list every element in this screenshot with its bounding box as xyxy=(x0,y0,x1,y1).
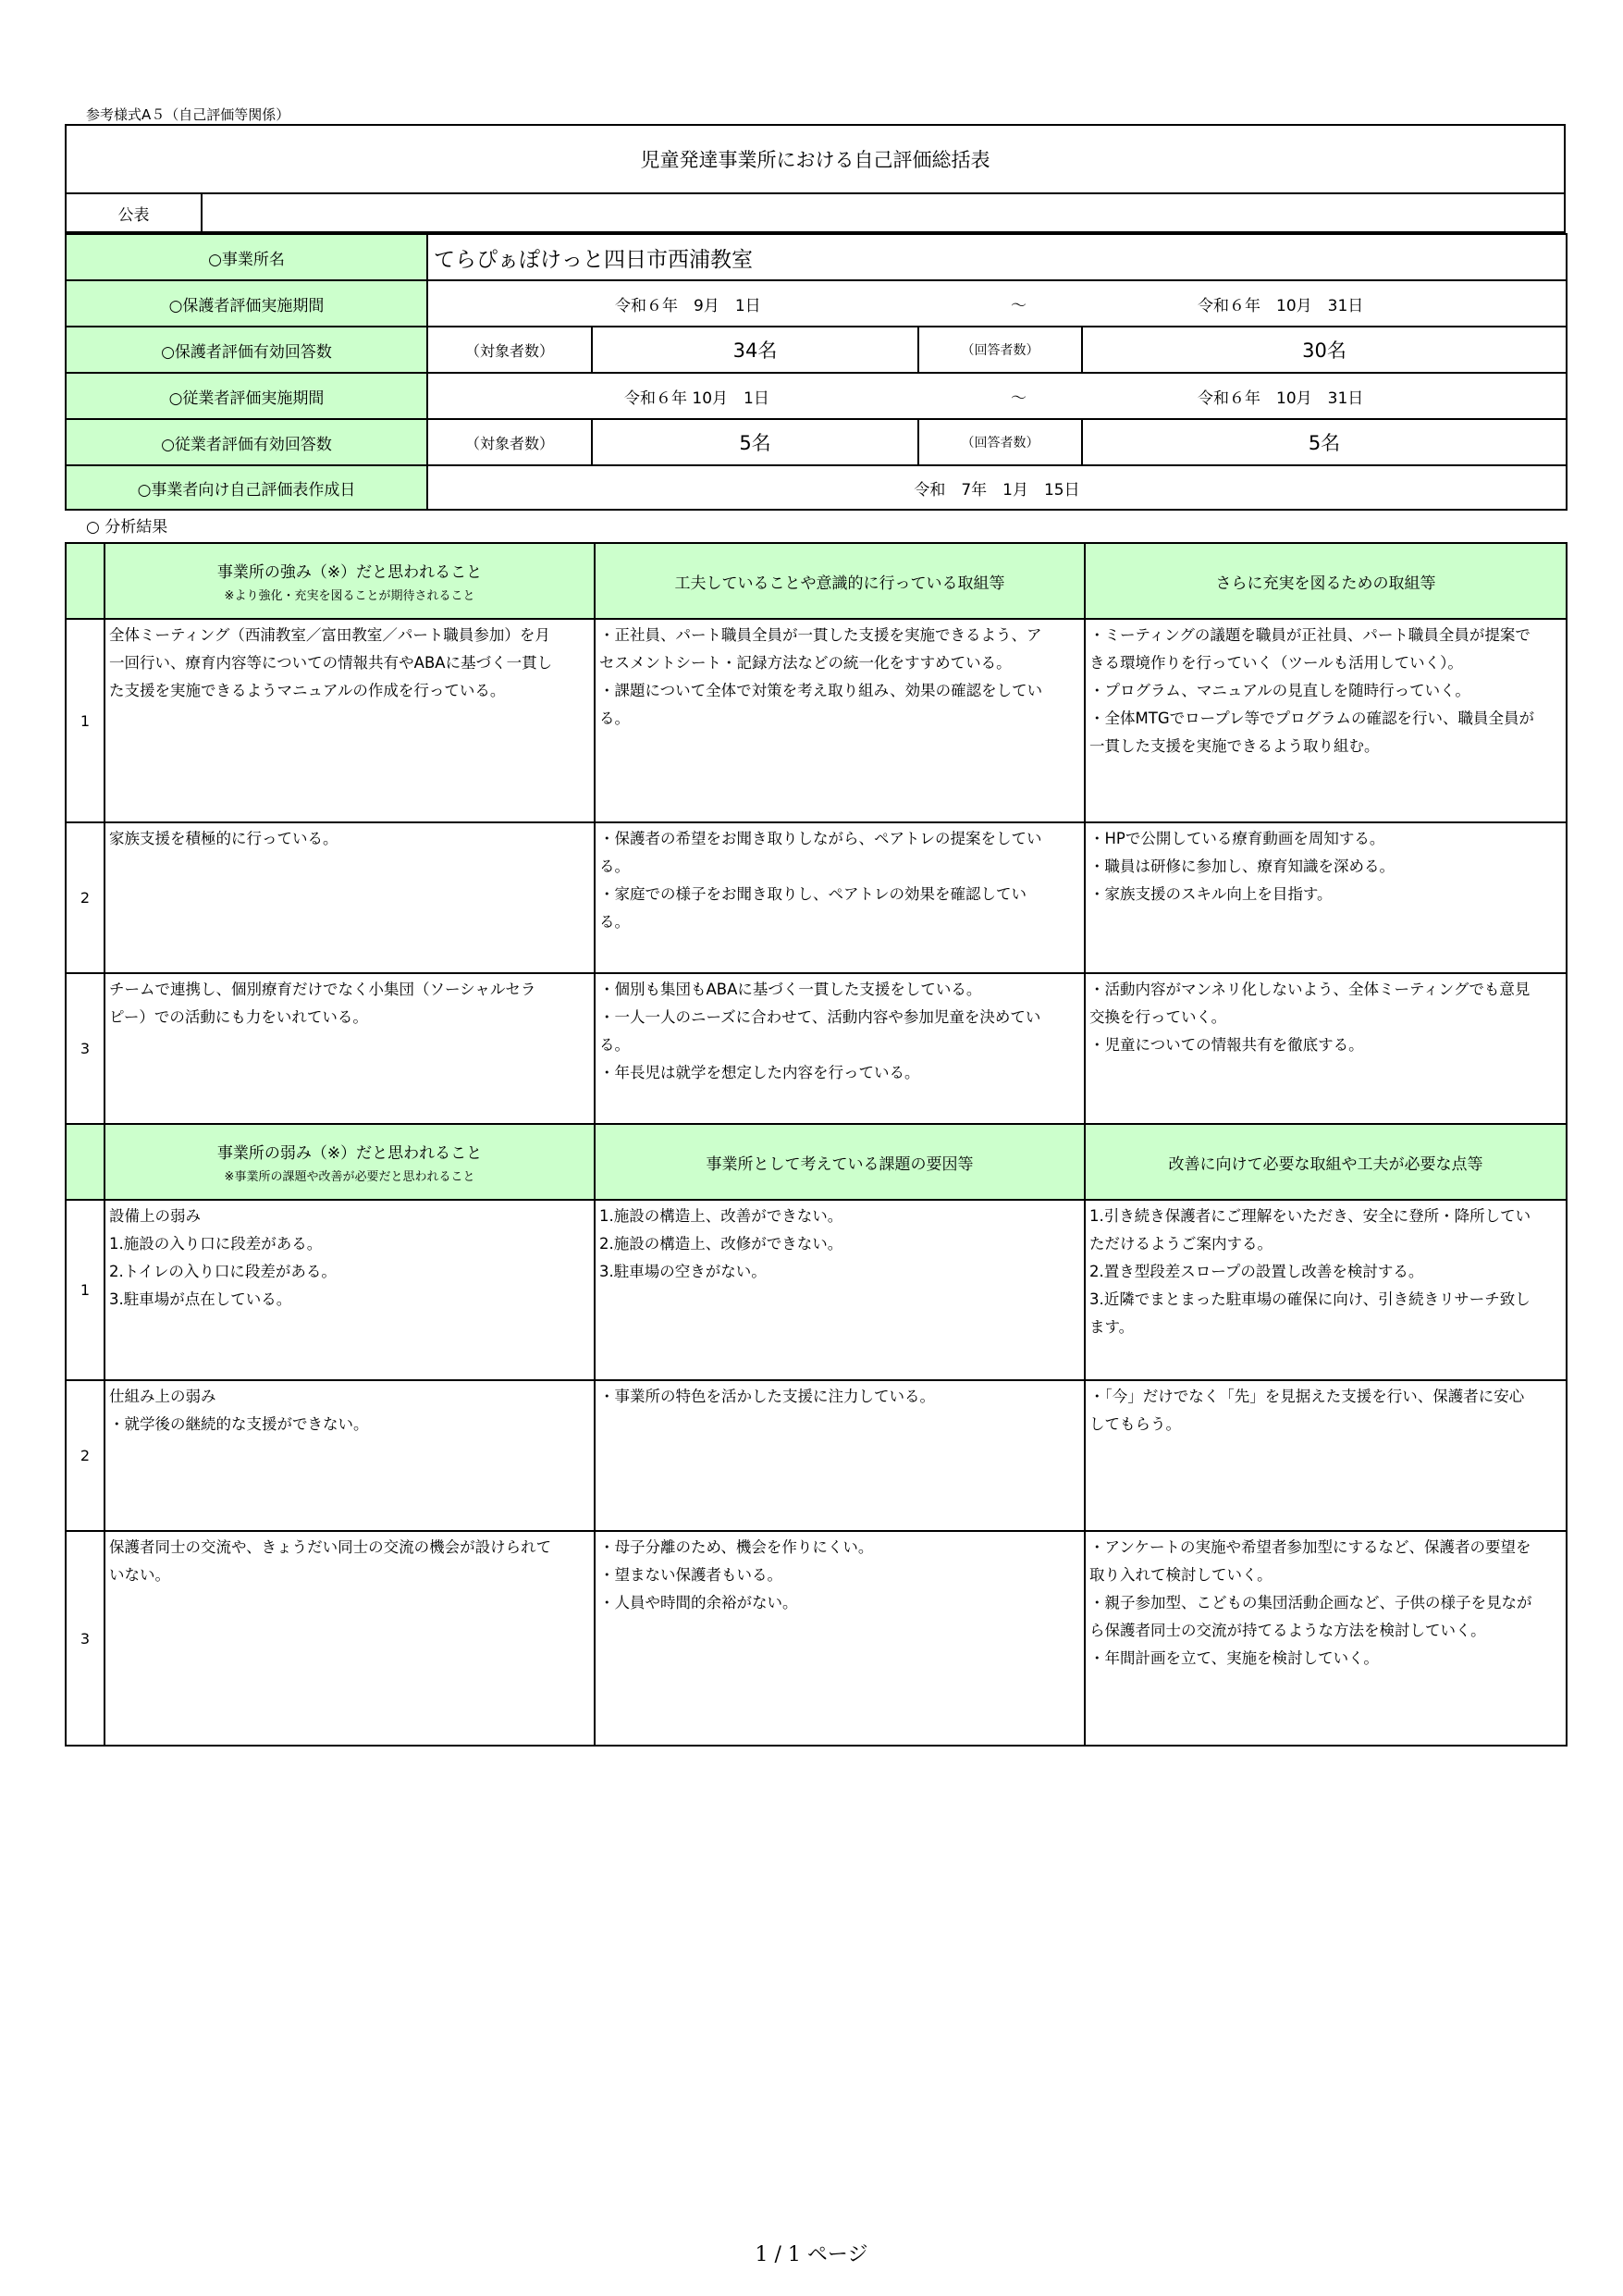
document-title xyxy=(65,124,1566,194)
text-line: ・年間計画を立て、実施を検討していく。 xyxy=(1089,1649,1379,1667)
text-line: ら保護者同士の交流が持てるような方法を検討していく。 xyxy=(1089,1622,1486,1639)
guardian-period-start: 令和６年 9月 1日 xyxy=(615,297,761,315)
weakness-description xyxy=(105,1531,595,1746)
strength-description xyxy=(105,973,595,1124)
weakness-row xyxy=(66,1531,1567,1746)
weakness-causes xyxy=(595,1200,1085,1380)
guardian-response-label: （回答者数） xyxy=(918,327,1082,373)
analysis-label: ○ 分析結果 xyxy=(86,518,168,537)
text-line: る。 xyxy=(599,858,630,875)
text-line: してもらう。 xyxy=(1089,1415,1181,1433)
staff-period-cell xyxy=(427,373,1567,419)
text-line: ・年長児は就学を想定した内容を行っている。 xyxy=(599,1064,920,1081)
weaknesses-header-col2: 事業所として考えている課題の要因等 xyxy=(595,1124,1085,1200)
created-label: ○事業者向け自己評価表作成日 xyxy=(66,465,427,510)
facility-label: ○事業所名 xyxy=(66,234,427,280)
text-line: 3.近隣でまとまった駐車場の確保に向け、引き続きリサーチ致し xyxy=(1089,1290,1531,1308)
text-line: ・家族支援のスキル向上を目指す。 xyxy=(1089,885,1333,903)
weakness-description xyxy=(105,1200,595,1380)
text-line: ・一人一人のニーズに合わせて、活動内容や参加児童を決めてい xyxy=(599,1008,1041,1026)
text-line: 2.トイレの入り口に段差がある。 xyxy=(109,1263,337,1280)
text-line: る。 xyxy=(599,913,630,931)
guardian-period-label: ○保護者評価実施期間 xyxy=(66,280,427,327)
text-line: ・保護者の希望をお聞き取りしながら、ペアトレの提案をしてい xyxy=(599,830,1042,847)
text-line: 家族支援を積極的に行っている。 xyxy=(109,830,338,847)
strength-description xyxy=(105,822,595,973)
text-line: 交換を行っていく。 xyxy=(1089,1008,1227,1026)
guardian-count-label: ○保護者評価有効回答数 xyxy=(66,327,427,373)
text-line: ・活動内容がマンネリ化しないよう、全体ミーティングでも意見 xyxy=(1089,981,1531,998)
weakness-causes xyxy=(595,1531,1085,1746)
text-line: 設備上の弱み xyxy=(109,1207,201,1225)
row-number: 1 xyxy=(66,619,105,822)
text-line: ・家庭での様子をお聞き取りし、ペアトレの効果を確認してい xyxy=(599,885,1027,903)
text-line: ・母子分離のため、機会を作りにくい。 xyxy=(599,1538,874,1556)
strength-improvements xyxy=(1085,822,1567,973)
weakness-row xyxy=(66,1200,1567,1380)
strengths-header-col3: さらに充実を図るための取組等 xyxy=(1085,543,1567,619)
text-line: ただけるようご案内する。 xyxy=(1089,1235,1273,1253)
text-line: 2.置き型段差スロープの設置し改善を検討する。 xyxy=(1089,1263,1424,1280)
text-line: た支援を実施できるようマニュアルの作成を行っている。 xyxy=(109,682,506,699)
strengths-header-main: 事業所の強み（※）だと思われること xyxy=(216,563,483,582)
text-line: ・望まない保護者もいる。 xyxy=(599,1566,782,1584)
staff-target-label: （対象者数） xyxy=(427,419,592,465)
weaknesses-header-col1 xyxy=(105,1124,595,1200)
weaknesses-header-main: 事業所の弱み（※）だと思われること xyxy=(216,1144,483,1163)
text-line: きる環境作りを行っていく（ツールも活用していく）。 xyxy=(1089,654,1463,672)
guardian-target-label: （対象者数） xyxy=(427,327,592,373)
guardian-period-end: 令和６年 10月 31日 xyxy=(1198,297,1364,315)
guardian-period-sep: ～ xyxy=(1011,297,1027,315)
strength-improvements xyxy=(1085,973,1567,1124)
weaknesses-header-num xyxy=(66,1124,105,1200)
facility-name: てらぴぁぽけっと四日市西浦教室 xyxy=(427,234,1567,280)
text-line: 3.駐車場の空きがない。 xyxy=(599,1263,767,1280)
weakness-improvements xyxy=(1085,1380,1567,1531)
text-line: 取り入れて検討していく。 xyxy=(1089,1566,1273,1584)
staff-target-value: 5名 xyxy=(592,419,918,465)
text-line: ・正社員、パート職員全員が一貫した支援を実施できるよう、ア xyxy=(599,626,1042,644)
text-line: る。 xyxy=(599,710,630,727)
text-line: ・課題について全体で対策を考え取り組み、効果の確認をしてい xyxy=(599,682,1043,699)
row-number: 1 xyxy=(66,1200,105,1380)
text-line: ・アンケートの実施や希望者参加型にするなど、保護者の要望を xyxy=(1089,1538,1531,1556)
text-line: ・「今」だけでなく「先」を見据えた支援を行い、保護者に安心 xyxy=(1089,1388,1525,1405)
staff-response-value: 5名 xyxy=(1082,419,1567,465)
weakness-description xyxy=(105,1380,595,1531)
text-line: ・親子参加型、こどもの集団活動企画など、子供の様子を見なが xyxy=(1089,1594,1532,1611)
text-line: ・職員は研修に参加し、療育知識を深める。 xyxy=(1089,858,1395,875)
weakness-improvements xyxy=(1085,1200,1567,1380)
text-line: 1.引き続き保護者にご理解をいただき、安全に登所・降所してい xyxy=(1089,1207,1531,1225)
guardian-target-value: 34名 xyxy=(592,327,918,373)
text-line: ・HPで公開している療育動画を周知する。 xyxy=(1089,830,1385,847)
publication-row xyxy=(65,194,1566,233)
row-number: 3 xyxy=(66,1531,105,1746)
staff-count-label: ○従業者評価有効回答数 xyxy=(66,419,427,465)
strength-row xyxy=(66,619,1567,822)
strengths-header-col1 xyxy=(105,543,595,619)
text-line: ・個別も集団もABAに基づく一貫した支援をしている。 xyxy=(599,981,982,998)
publication-label: 公表 xyxy=(67,194,203,231)
strength-row xyxy=(66,822,1567,973)
staff-period-label: ○従業者評価実施期間 xyxy=(66,373,427,419)
text-line: 一回行い、療育内容等についての情報共有やABAに基づく一貫し xyxy=(109,654,553,672)
text-line: ・人員や時間的余裕がない。 xyxy=(599,1594,798,1611)
strength-efforts xyxy=(595,822,1085,973)
text-line: ・就学後の継続的な支援ができない。 xyxy=(109,1415,369,1433)
strength-description xyxy=(105,619,595,822)
text-line: いない。 xyxy=(109,1566,170,1584)
strengths-header-num xyxy=(66,543,105,619)
text-line: 保護者同士の交流や、きょうだい同士の交流の機会が設けられて xyxy=(109,1538,552,1556)
text-line: 1.施設の入り口に段差がある。 xyxy=(109,1235,323,1253)
text-line: る。 xyxy=(599,1036,630,1054)
strengths-header-sub: ※より強化・充実を図ることが期待されること xyxy=(224,589,475,603)
text-line: ・事業所の特色を活かした支援に注力している。 xyxy=(599,1388,935,1405)
staff-period-start: 令和６年 10月 1日 xyxy=(624,389,769,408)
text-line: セスメントシート・記録方法などの統一化をすすめている。 xyxy=(599,654,1012,672)
weakness-row xyxy=(66,1380,1567,1531)
text-line: 仕組み上の弱み xyxy=(109,1388,216,1405)
weaknesses-header-row xyxy=(66,1124,1567,1200)
text-line: 一貫した支援を実施できるよう取り組む。 xyxy=(1089,737,1380,755)
weaknesses-header-col3: 改善に向けて必要な取組や工夫が必要な点等 xyxy=(1085,1124,1567,1200)
guardian-response-value: 30名 xyxy=(1082,327,1567,373)
text-line: ・児童についての情報共有を徹底する。 xyxy=(1089,1036,1364,1054)
row-number: 2 xyxy=(66,822,105,973)
row-number: 2 xyxy=(66,1380,105,1531)
strength-efforts xyxy=(595,973,1085,1124)
text-line: チームで連携し、個別療育だけでなく小集団（ソーシャルセラ xyxy=(109,981,536,998)
row-number: 3 xyxy=(66,973,105,1124)
strength-row xyxy=(66,973,1567,1124)
text-line: ・ミーティングの議題を職員が正社員、パート職員全員が提案で xyxy=(1089,626,1531,644)
analysis-table xyxy=(65,542,1568,1747)
form-number: 参考様式A５（自己評価等関係） xyxy=(86,106,290,123)
text-line: ます。 xyxy=(1089,1318,1135,1336)
text-line: ・全体MTGでロープレ等でプログラムの確認を行い、職員全員が xyxy=(1089,710,1534,727)
weakness-improvements xyxy=(1085,1531,1567,1746)
title-text: 児童発達事業所における自己評価総括表 xyxy=(640,149,990,171)
info-table xyxy=(65,233,1568,511)
page-number: 1 / 1 ページ xyxy=(755,2243,868,2266)
text-line: 1.施設の構造上、改善ができない。 xyxy=(599,1207,843,1225)
strength-improvements xyxy=(1085,619,1567,822)
staff-period-end: 令和６年 10月 31日 xyxy=(1198,389,1364,408)
staff-response-label: （回答者数） xyxy=(918,419,1082,465)
text-line: ・プログラム、マニュアルの見直しを随時行っていく。 xyxy=(1089,682,1470,699)
guardian-period-cell xyxy=(427,280,1567,327)
staff-period-sep: ～ xyxy=(1011,389,1027,408)
strength-efforts xyxy=(595,619,1085,822)
strengths-header-col2: 工夫していることや意識的に行っている取組等 xyxy=(595,543,1085,619)
weaknesses-header-sub: ※事業所の課題や改善が必要だと思われること xyxy=(224,1170,475,1184)
strengths-header-row xyxy=(66,543,1567,619)
text-line: ピー）での活動にも力をいれている。 xyxy=(109,1008,368,1026)
created-date: 令和 7年 1月 15日 xyxy=(427,465,1567,510)
text-line: 3.駐車場が点在している。 xyxy=(109,1290,292,1308)
text-line: 全体ミーティング（西浦教室／富田教室／パート職員参加）を月 xyxy=(109,626,550,644)
text-line: 2.施設の構造上、改修ができない。 xyxy=(599,1235,843,1253)
weakness-causes xyxy=(595,1380,1085,1531)
